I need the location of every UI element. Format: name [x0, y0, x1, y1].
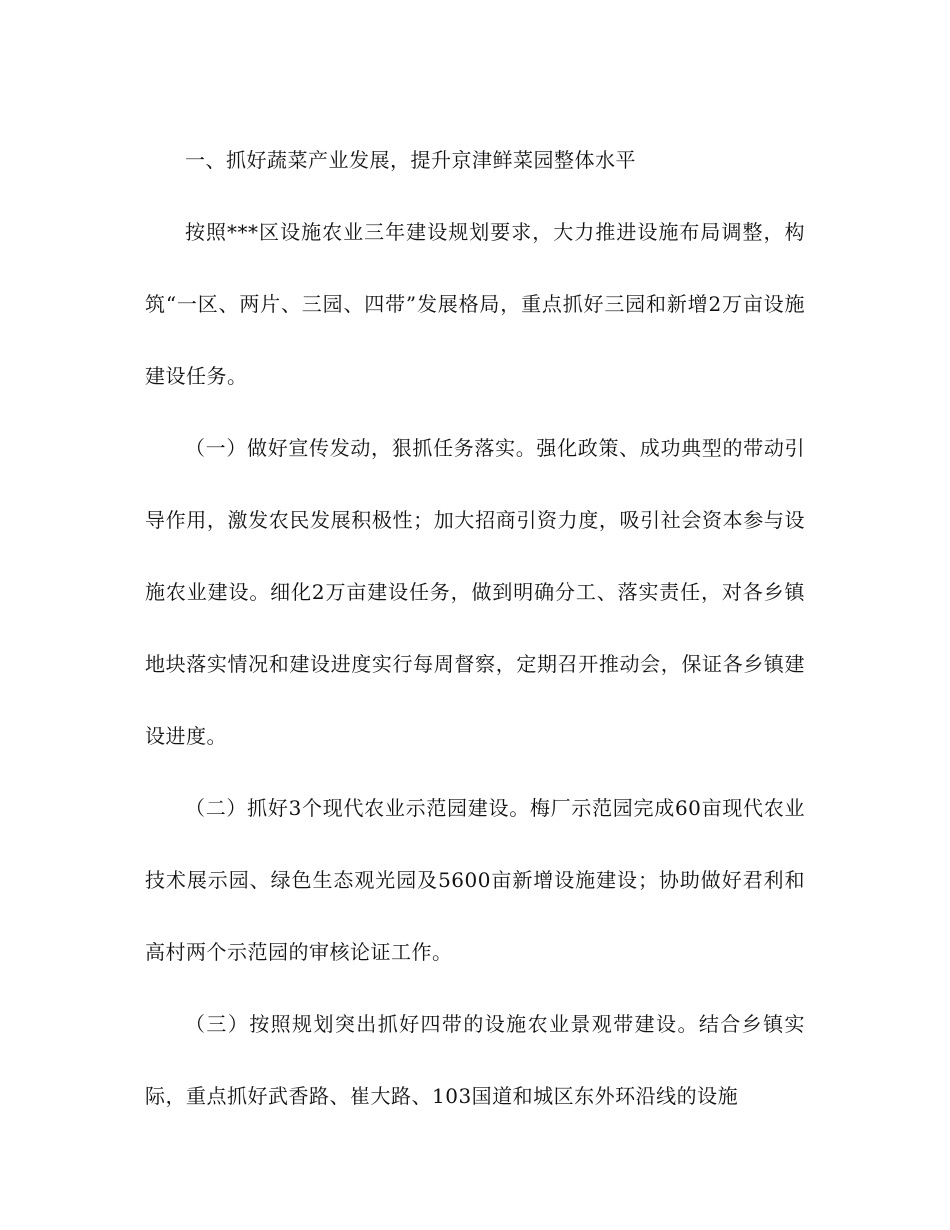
paragraph-intro: 按照***区设施农业三年建设规划要求，大力推进设施布局调整，构筑“一区、两片、三园、四带”发展格局，重点抓好三园和新增2万亩设施建设任务。: [145, 220, 805, 388]
paragraph-item-3: （三）按照规划突出抓好四带的设施农业景观带建设。结合乡镇实际，重点抓好武香路、崔大路、103国道和城区东外环沿线的设施: [145, 1012, 805, 1108]
section-heading: 一、抓好蔬菜产业发展，提升京津鲜菜园整体水平: [185, 148, 636, 172]
document-body: [145, 124, 805, 1132]
paragraph-item-1: （一）做好宣传发动，狠抓任务落实。强化政策、成功典型的带动引导作用，激发农民发展积极性；加大招商引资力度，吸引社会资本参与设施农业建设。细化2万亩建设任务，做到明确分工、落实责任，对各乡镇地块落实情况和建设进度实行每周督察，定期召开推动会，保证各乡镇建设进度。: [145, 436, 805, 748]
paragraph-item-2: （二）抓好3个现代农业示范园建设。梅厂示范园完成60亩现代农业技术展示园、绿色生态观光园及5600亩新增设施建设；协助做好君利和高村两个示范园的审核论证工作。: [145, 796, 805, 964]
